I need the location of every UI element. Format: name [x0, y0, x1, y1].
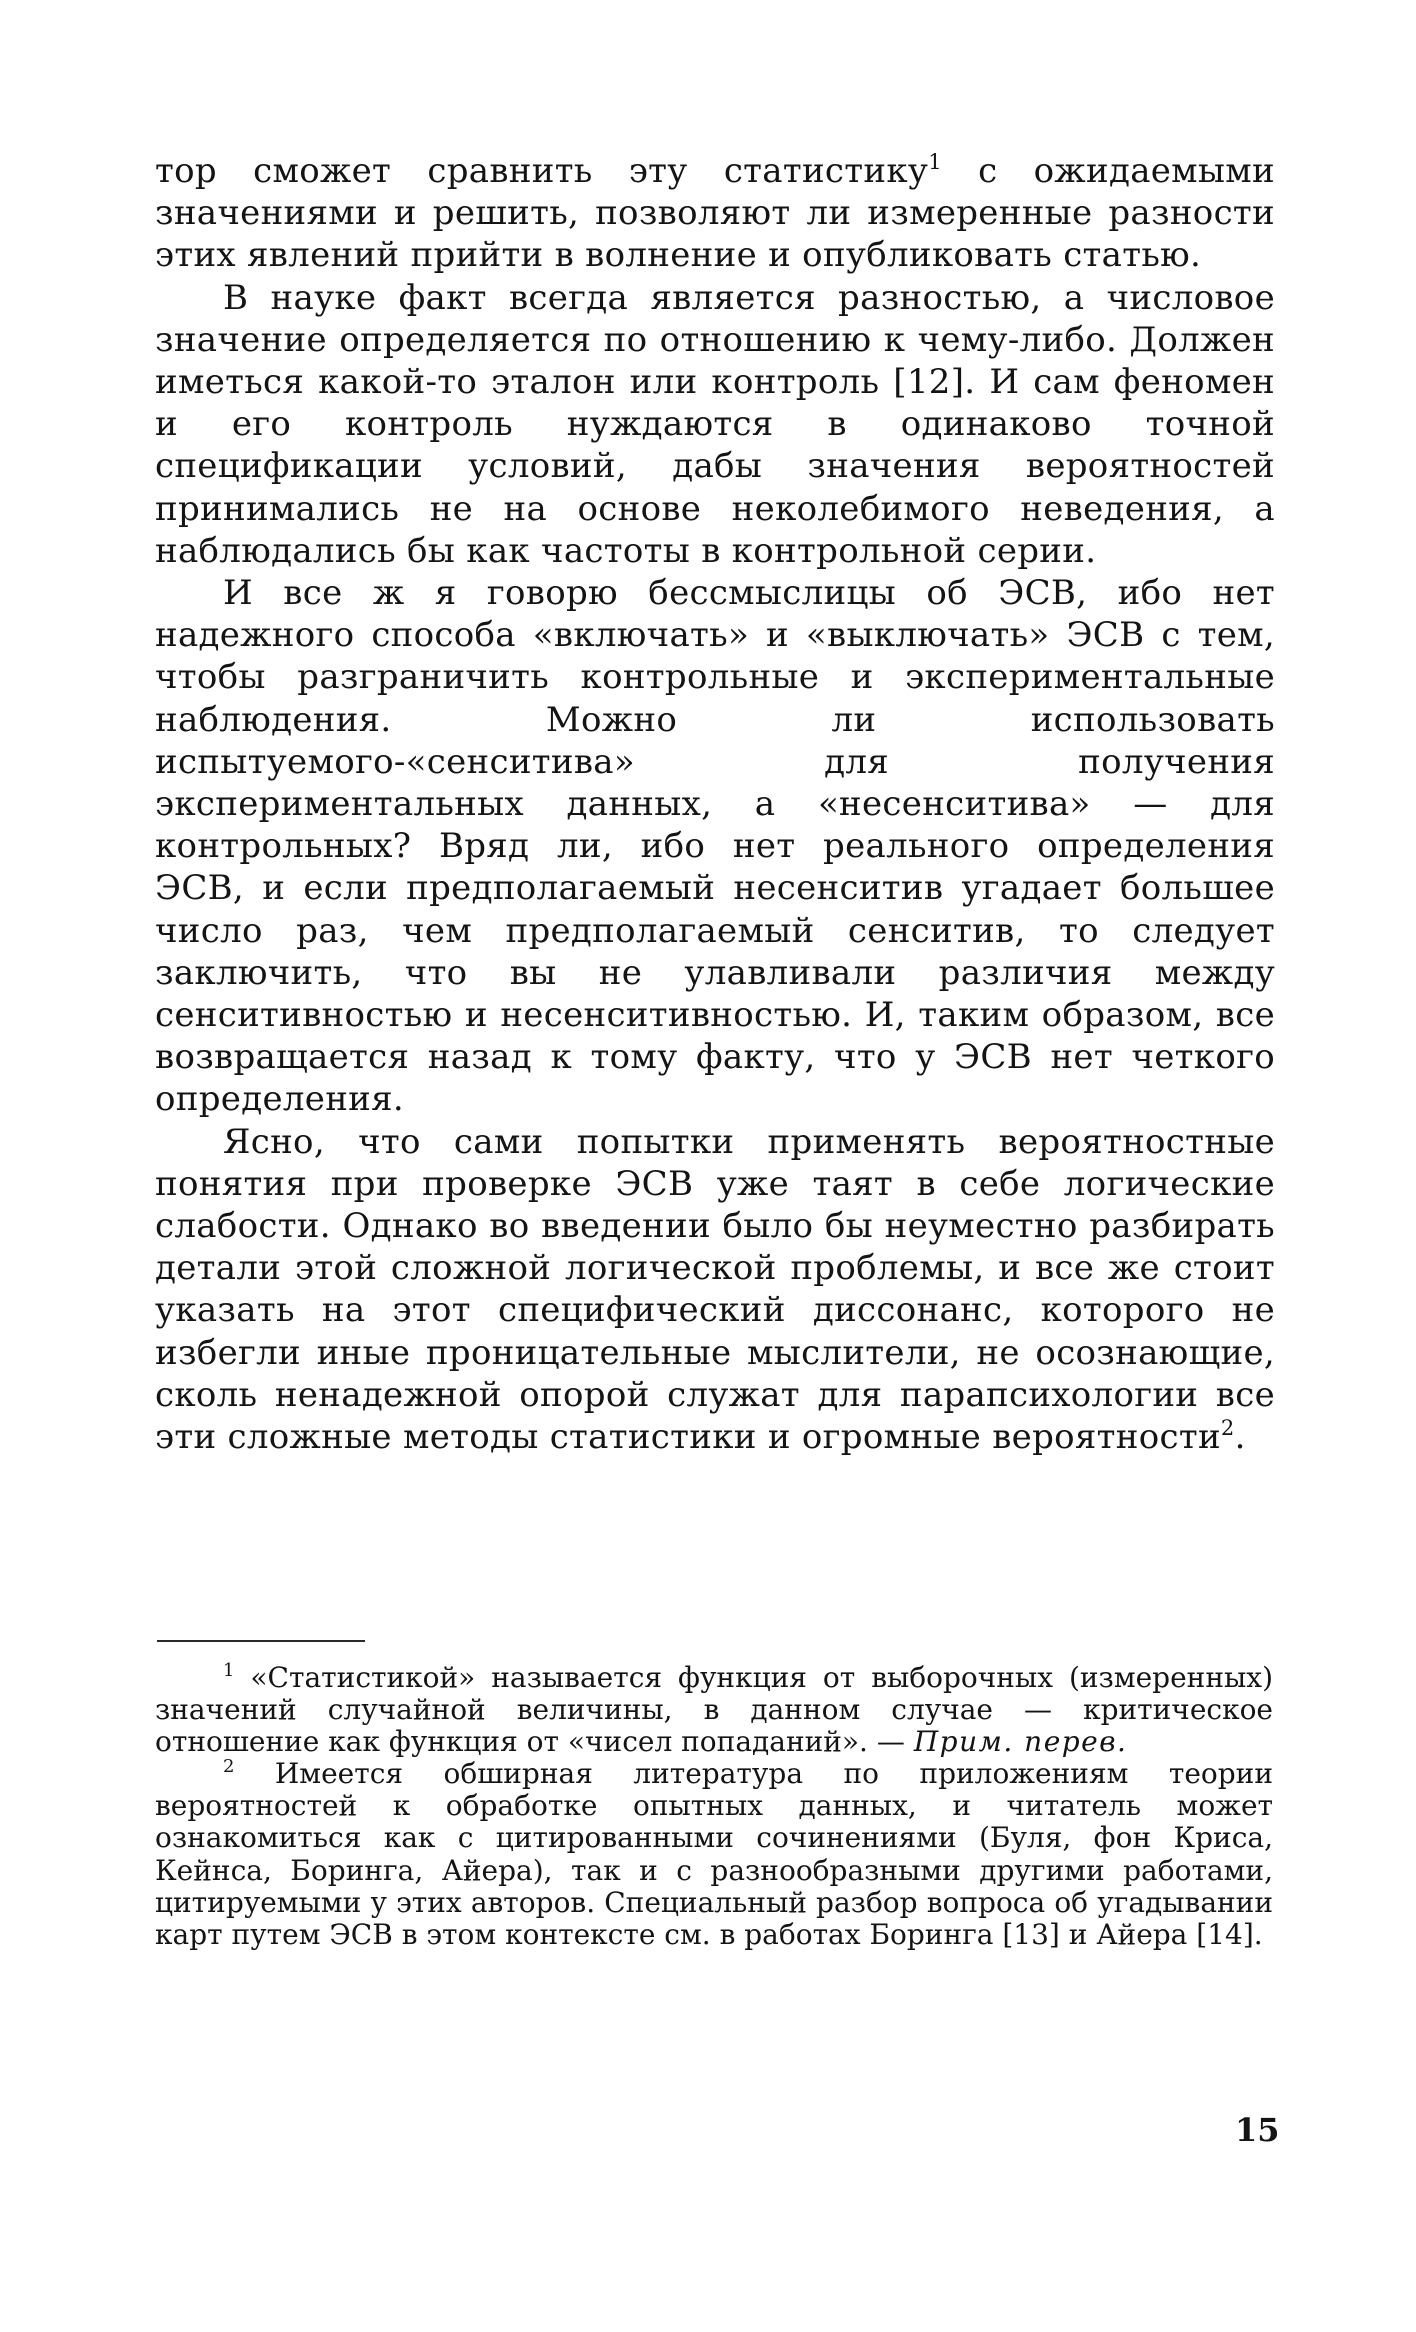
translator-note: Прим. перев. — [913, 1725, 1128, 1759]
paragraph — [155, 1121, 1275, 1459]
paragraph-text: Ясно, что сами попытки применять вероятностные понятия при проверке ЭСВ уже таят в себе логические слабости. Однако во введении было бы неуместно разбирать детали этой сложной логической проблемы, и все же стоит указать на этот специфический диссонанс, которого не избегли иные проницательные мыслители, не осознающие, сколь ненадежной опорой служат для парапсихологии все эти сложные методы статистики и огромные вероятности — [155, 1121, 1275, 1458]
footnote — [155, 1662, 1273, 1758]
footnotes — [155, 1662, 1273, 1951]
footnote-marker: 1 — [223, 1660, 235, 1681]
paragraph: И все ж я говорю бессмыслицы об ЭСВ, ибо нет надежного способа «включать» и «выключать» ЭСВ с тем, чтобы разграничить контрольные и экспериментальные наблюдения. Можно ли использовать испытуемого-«сенситива» для получения экспериментальных данных, а «несенситива» — для контрольных? Вряд ли, ибо нет реального определения ЭСВ, и если предполагаемый несенситив угадает большее число раз, чем предполагаемый сенситив, то следует заключить, что вы не улавливали различия между сенситивностью и несенситивностью. И, таким образом, все возвращается назад к тому факту, что у ЭСВ нет четкого определения. — [155, 573, 1275, 1120]
footnote-text: Имеется обширная литература по приложениям теории вероятностей к обработке опытных данных, и читатель может ознакомиться как с цитированными сочинениями (Буля, фон Криса, Кейнса, Боринга, Айера), так и с разнообразными другими работами, цитируемыми у этих авторов. Специальный разбор вопроса об угадывании карт путем ЭСВ в этом контексте см. в работах Боринга [13] и Айера [14]. — [155, 1757, 1273, 1951]
page-number: 15 — [1235, 2111, 1280, 2149]
paragraph-text: тор сможет сравнить эту статистику — [155, 151, 929, 191]
paragraph-text: . — [1234, 1417, 1246, 1458]
footnote-reference: 2 — [1220, 1416, 1235, 1441]
footnote-reference: 1 — [928, 150, 942, 174]
paragraph: В науке факт всегда является разностью, а числовое значение определяется по отношению к чему-либо. Должен иметься какой-то эталон или контроль [12]. И сам феномен и его контроль нуждаются в одинаково точной спецификации условий, дабы значения вероятностей принимались не на основе неколебимого неведения, а наблюдались бы как частоты в контрольной серии. — [155, 277, 1275, 571]
footnote-divider — [157, 1640, 365, 1642]
paragraph — [155, 150, 1275, 277]
footnote — [155, 1758, 1273, 1951]
footnote-text: «Статистикой» называется функция от выборочных (измеренных) значений случайной величины, в данном случае — критическое отношение как функция от «чисел попаданий». — — [155, 1661, 1273, 1759]
paragraph-text: с ожидаемыми значениями и решить, позволяют ли измеренные разности этих явлений прийти в волнение и опубликовать статью. — [155, 151, 1275, 276]
footnote-marker: 2 — [223, 1756, 235, 1778]
main-text — [155, 150, 1275, 1458]
